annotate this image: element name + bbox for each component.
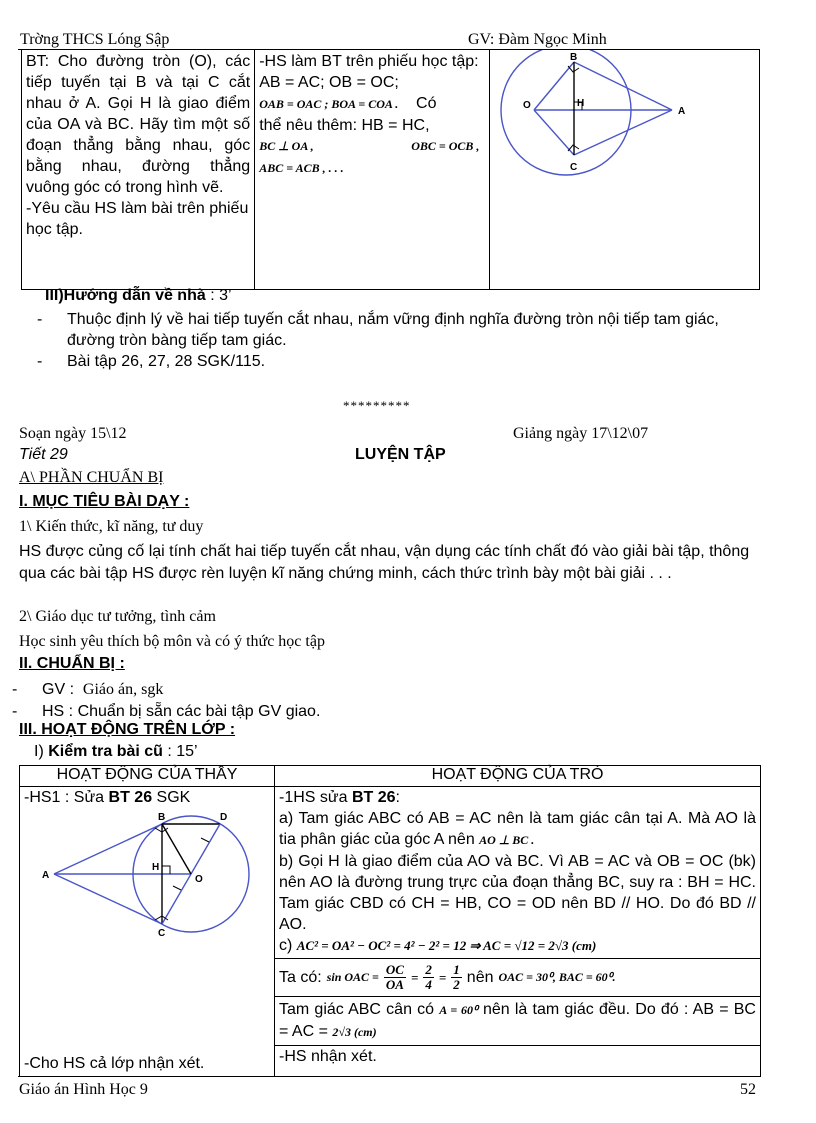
teacher-review: -Cho HS cả lớp nhận xét. — [24, 1055, 205, 1072]
bot-fig-line-ac — [54, 874, 162, 924]
top-fig-label-c: C — [570, 162, 578, 173]
top-answer-line-math3 — [259, 157, 485, 179]
top-table-col2 — [255, 50, 490, 290]
top-co: Có — [416, 95, 437, 112]
teacher-task-bt: BT 26 — [108, 789, 153, 806]
top-fig-label-b: B — [570, 52, 578, 63]
top-fig-line-ac — [574, 110, 672, 155]
frac2-num: 2 — [425, 962, 432, 977]
answer-equilateral — [275, 996, 760, 1045]
kiem-tra-label: Kiểm tra bài cũ — [48, 743, 163, 760]
answer-tg-math: A = 60⁰ — [439, 1003, 478, 1017]
bot-fig-line-ab — [54, 824, 162, 874]
frac-1-2 — [451, 963, 462, 992]
top-fig-label-a: A — [678, 106, 686, 117]
bottom-figure — [24, 808, 270, 938]
top-math-1: OAB = OAC ; BOA = COA . — [259, 97, 399, 111]
top-answer-line-math1 — [259, 93, 485, 115]
frac1-den: OA — [385, 977, 404, 992]
top-math-3: ABC = ACB , . . . — [259, 161, 344, 175]
frac1-num: OC — [385, 962, 404, 977]
top-fig-label-h: H — [577, 98, 585, 109]
bot-fig-label-d: D — [220, 812, 228, 823]
chuan-bi-heading: II. CHUẨN BỊ : — [19, 655, 125, 672]
top-table — [21, 49, 760, 290]
homework-heading-row — [45, 287, 232, 305]
answer-tg: Tam giác ABC cân có — [279, 1001, 435, 1018]
student-task-bt: BT 26 — [351, 789, 396, 806]
top-answer-line-math2 — [259, 136, 485, 157]
homework-time: : 3’ — [210, 287, 232, 304]
answer-angles: OAC = 30⁰, BAC = 60⁰. — [498, 970, 616, 984]
header-school: Trờng THCS Lóng Sập — [20, 31, 170, 48]
gv-value: Giáo án, sgk — [82, 681, 164, 698]
frac2-den: 4 — [425, 977, 432, 992]
answer-taco: Ta có: — [279, 969, 322, 986]
header-teacher: GV: Đàm Ngọc Minh — [468, 31, 607, 48]
bot-fig-tick-2 — [173, 886, 181, 890]
giao-duc-text: Học sinh yêu thích bộ môn và có ý thức học tập — [19, 633, 325, 650]
bot-fig-label-a: A — [42, 870, 50, 881]
head-teacher: HOẠT ĐỘNG CỦA THẦY — [20, 766, 275, 787]
giao-duc-heading: 2\ Giáo dục tư tưởng, tình cảm — [19, 608, 216, 625]
teacher-task — [24, 787, 270, 808]
top-fig-line-ob — [534, 62, 574, 110]
answer-a-text: a) Tam giác ABC có AB = AC nên là tam giác cân tại A. Mà AO là tia phân giác của góc A nên — [279, 810, 756, 848]
top-math-2b: OBC = OCB , — [411, 139, 480, 153]
teacher-task-post: SGK — [152, 789, 191, 806]
answer-c-math: AC² = OA² − OC² = 4² − 2² = 12 ⇒ AC = √12 = 2√3 (cm) — [296, 938, 597, 953]
answer-nen: nên — [466, 969, 494, 986]
eq-2: = — [438, 970, 447, 985]
eq-1: = — [410, 970, 419, 985]
answer-sin-label: sin OAC = — [326, 970, 379, 984]
answer-tg-val: 2√3 (cm) — [332, 1025, 377, 1039]
muc-tieu-heading: I. MỤC TIÊU BÀI DẠY : — [19, 493, 190, 510]
kiem-tra-row — [34, 743, 198, 761]
hoat-dong-heading: III. HOẠT ĐỘNG TRÊN LỚP : — [19, 721, 236, 738]
homework-item: - Bài tập 26, 27, 28 SGK/115. — [17, 351, 747, 372]
bot-fig-label-b: B — [158, 812, 166, 823]
top-table-col1 — [22, 50, 255, 290]
teacher-cell — [20, 787, 275, 1077]
answer-c-label: c) — [279, 937, 293, 954]
part-a-heading: A\ PHẦN CHUẨN BỊ — [19, 469, 164, 486]
homework-item: - Thuộc định lý về hai tiếp tuyến cắt nhau, nắm vững định nghĩa đường tròn nội tiếp tam giác, đường tròn bàng tiếp tam giác. — [17, 309, 747, 351]
top-fig-label-o: O — [523, 100, 532, 111]
bot-fig-right-angle-h — [162, 866, 170, 874]
kien-thuc-text: HS được củng cố lại tính chất hai tiếp tuyến cắt nhau, vận dụng các tính chất đó vào giải bài tập, thông qua các bài tập HS được rèn luyện kĩ năng chứng minh, cách thức trình bày một bài giải . . . — [19, 543, 750, 582]
footer-rule — [18, 1076, 760, 1077]
top-table-col3 — [490, 50, 760, 290]
chuan-bi-list — [0, 679, 320, 723]
activity-table — [19, 765, 761, 1077]
footer-page: 52 — [740, 1081, 756, 1098]
lesson-title: LUYỆN TẬP — [355, 446, 446, 463]
student-task — [279, 787, 756, 808]
top-math-2a: BC ⊥ OA , — [259, 139, 314, 153]
separator: ********* — [343, 398, 411, 413]
frac-oc-oa — [384, 963, 406, 992]
frac3-den: 2 — [453, 977, 460, 992]
student-task-pre: -1HS sửa — [279, 789, 352, 806]
kiem-tra-time: : 15’ — [162, 743, 198, 760]
answer-b: b) Gọi H là giao điểm của AO và BC. Vì AB = AC và OB = OC (bk) nên AO là đường trung trực của đoạn thẳng BC, suy ra : BH = HC. Tam giác CBD có CH = HB, CO = OD nên BD // HO. Do đó BD // AO. — [279, 853, 756, 933]
giang-date: Giảng ngày 17\12\07 — [513, 425, 649, 442]
top-fig-line-oc — [534, 110, 574, 155]
kiem-tra-prefix: I) — [34, 743, 49, 760]
answer-tg-post: nên là tam giác đều. Do đó : AB = BC = AC = — [279, 1001, 756, 1040]
top-exercise-instruction: -Yêu cầu HS làm bài trên phiếu học tập. — [26, 200, 249, 238]
teacher-task-pre: -HS1 : Sửa — [24, 789, 109, 806]
gv-label: GV : — [42, 681, 75, 698]
homework-list — [17, 309, 747, 372]
answer-a-math: AO ⊥ BC . — [479, 833, 535, 847]
frac-2-4 — [423, 963, 434, 992]
answer-a — [279, 808, 756, 851]
answer-sin — [275, 958, 760, 994]
answer-c — [279, 935, 756, 956]
answer-nhan-xet: -HS nhận xét. — [275, 1045, 760, 1067]
bot-fig-label-o: O — [195, 874, 203, 885]
top-answer-line1: -HS làm BT trên phiếu học tập: AB = AC; OB = OC; — [259, 53, 479, 91]
chuan-bi-hs: - HS : Chuẩn bị sẵn các bài tập GV giao. — [0, 701, 320, 723]
tiet-number: Tiết 29 — [19, 446, 68, 463]
homework-heading: III)Hướng dẫn về nhà — [45, 287, 206, 304]
top-fig-circle — [501, 50, 631, 175]
student-cell — [275, 787, 761, 1077]
frac3-num: 1 — [453, 962, 460, 977]
top-answer-line2: thể nêu thêm: HB = HC, — [259, 117, 430, 134]
student-task-post: : — [395, 789, 400, 806]
bot-fig-tick-1 — [201, 838, 209, 842]
kien-thuc-heading: 1\ Kiến thức, kĩ năng, tư duy — [19, 518, 204, 535]
head-student: HOẠT ĐỘNG CỦA TRÒ — [275, 766, 761, 787]
top-fig-line-ab — [574, 62, 672, 110]
top-figure — [490, 50, 756, 284]
bot-fig-label-c: C — [158, 928, 166, 938]
top-exercise-text: BT: Cho đường tròn (O), các tiếp tuyến tại B và tại C cắt nhau ở A. Gọi H là giao điểm của OA và BC. Hãy tìm một số đoạn thẳng bằng nhau, góc bằng nhau, đường thẳng vuông góc có trong hình vẽ. — [26, 53, 251, 196]
chuan-bi-gv — [0, 679, 320, 701]
bot-fig-label-h: H — [152, 862, 160, 873]
footer-book: Giáo án Hình Học 9 — [19, 1081, 148, 1098]
soan-date: Soạn ngày 15\12 — [19, 425, 127, 442]
